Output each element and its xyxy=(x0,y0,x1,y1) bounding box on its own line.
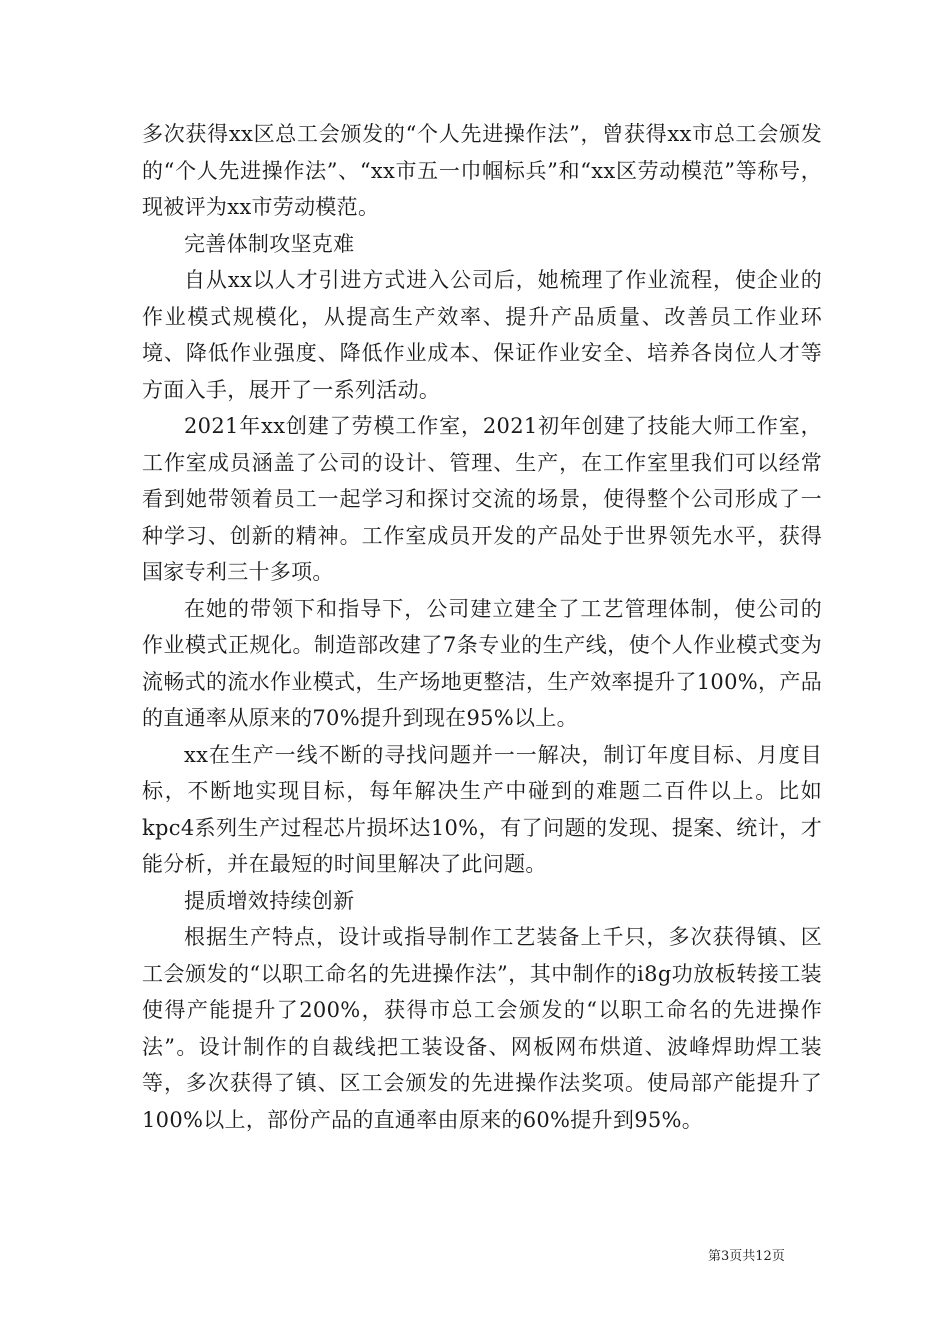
paragraph: 自从xx以人才引进方式进入公司后，她梳理了作业流程，使企业的作业模式规模化，从提高生产效率、提升产品质量、改善员工作业环境、降低作业强度、降低作业成本、保证作业安全、培养各岗位人才等方面入手，展开了一系列活动。 xyxy=(142,268,822,402)
section-heading-system: 完善体制攻坚克难 xyxy=(184,231,355,256)
page-number: 第3页共12页 xyxy=(708,1249,785,1264)
paragraph: 2021年xx创建了劳模工作室，2021初年创建了技能大师工作室，工作室成员涵盖了公司的设计、管理、生产，在工作室里我们可以经常看到她带领着员工一起学习和探讨交流的场景，使得整个公司形成了一种学习、创新的精神。工作室成员开发的产品处于世界领先水平，获得国家专利三十多项。 xyxy=(142,414,822,584)
document-body xyxy=(142,116,822,1138)
paragraph: 根据生产特点，设计或指导制作工艺装备上千只，多次获得镇、区工会颁发的“以职工命名的先进操作法”，其中制作的i8g功放板转接工装使得产能提升了200%，获得市总工会颁发的“以职工命名的先进操作法”。设计制作的自裁线把工装设备、网板网布烘道、波峰焊助焊工装等，多次获得了镇、区工会颁发的先进操作法奖项。使局部产能提升了100%以上，部份产品的直通率由原来的60%提升到95%。 xyxy=(142,925,822,1132)
paragraph-continuation: 多次获得xx区总工会颁发的“个人先进操作法”，曾获得xx市总工会颁发的“个人先进操作法”、“xx市五一巾帼标兵”和“xx区劳动模范”等称号，现被评为xx市劳动模范。 xyxy=(142,122,822,219)
paragraph: 在她的带领下和指导下，公司建立建全了工艺管理体制，使公司的作业模式正规化。制造部改建了7条专业的生产线，使个人作业模式变为流畅式的流水作业模式，生产场地更整洁，生产效率提升了100%，产品的直通率从原来的70%提升到现在95%以上。 xyxy=(142,596,822,730)
paragraph: xx在生产一线不断的寻找问题并一一解决，制订年度目标、月度目标，不断地实现目标，每年解决生产中碰到的难题二百件以上。比如kpc4系列生产过程芯片损坏达10%，有了问题的发现、提案、统计，才能分析，并在最短的时间里解决了此问题。 xyxy=(142,742,822,876)
section-heading-innovation: 提质增效持续创新 xyxy=(184,888,355,913)
